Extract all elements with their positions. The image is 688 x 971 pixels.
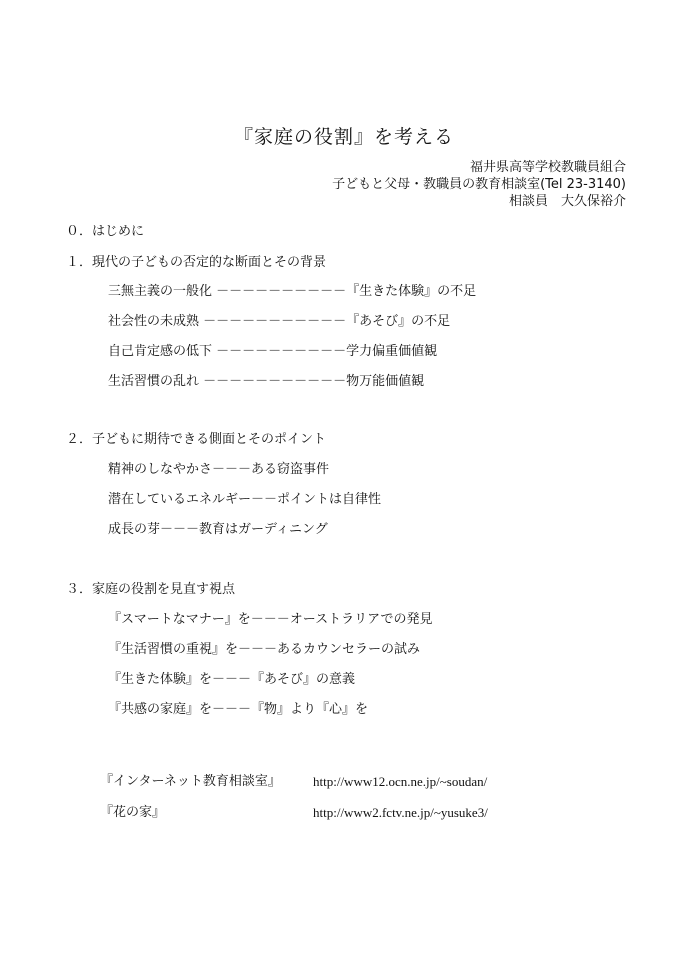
link-label: 『インターネット教育相談室』 xyxy=(100,774,281,789)
page-title: 『家庭の役割』を考える xyxy=(233,126,454,148)
section-1-heading: １．現代の子どもの否定的な断面とその背景 xyxy=(66,255,327,270)
section-2-item: 成長の芽－－－教育はガーディニング xyxy=(108,522,328,537)
section-3-heading: ３．家庭の役割を見直す視点 xyxy=(66,582,236,597)
section-1-item: 三無主義の一般化 －－－－－－－－－－『生きた体験』の不足 xyxy=(108,284,477,299)
section-0-heading: ０．はじめに xyxy=(66,224,145,239)
link-label: 『花の家』 xyxy=(100,805,166,820)
section-3-item: 『スマートなマナー』を－－－オーストラリアでの発見 xyxy=(108,612,433,627)
section-3-item: 『共感の家庭』を－－－『物』より『心』を xyxy=(108,702,369,717)
link-url[interactable]: http://www12.ocn.ne.jp/~soudan/ xyxy=(313,774,488,789)
org-name: 福井県高等学校教職員組合 xyxy=(469,160,626,175)
section-2-item: 潜在しているエネルギー－－ポイントは自律性 xyxy=(108,492,382,507)
section-3-item: 『生きた体験』を－－－『あそび』の意義 xyxy=(108,672,356,687)
section-1-item: 生活習慣の乱れ －－－－－－－－－－－物万能価値観 xyxy=(108,374,425,389)
org-counseling-room: 子どもと父母・教職員の教育相談室(Tel 23-3140) xyxy=(332,177,626,192)
org-counselor: 相談員 大久保裕介 xyxy=(508,194,626,209)
section-3-item: 『生活習慣の重視』を－－－あるカウンセラーの試み xyxy=(108,642,421,657)
section-1-item: 自己肯定感の低下 －－－－－－－－－－学力偏重価値観 xyxy=(108,344,438,359)
section-2-item: 精神のしなやかさ－－－ある窃盗事件 xyxy=(108,462,330,477)
link-url[interactable]: http://www2.fctv.ne.jp/~yusuke3/ xyxy=(313,805,488,820)
section-1-item: 社会性の未成熟 －－－－－－－－－－－『あそび』の不足 xyxy=(108,314,451,329)
section-2-heading: ２．子どもに期待できる側面とそのポイント xyxy=(66,432,327,447)
